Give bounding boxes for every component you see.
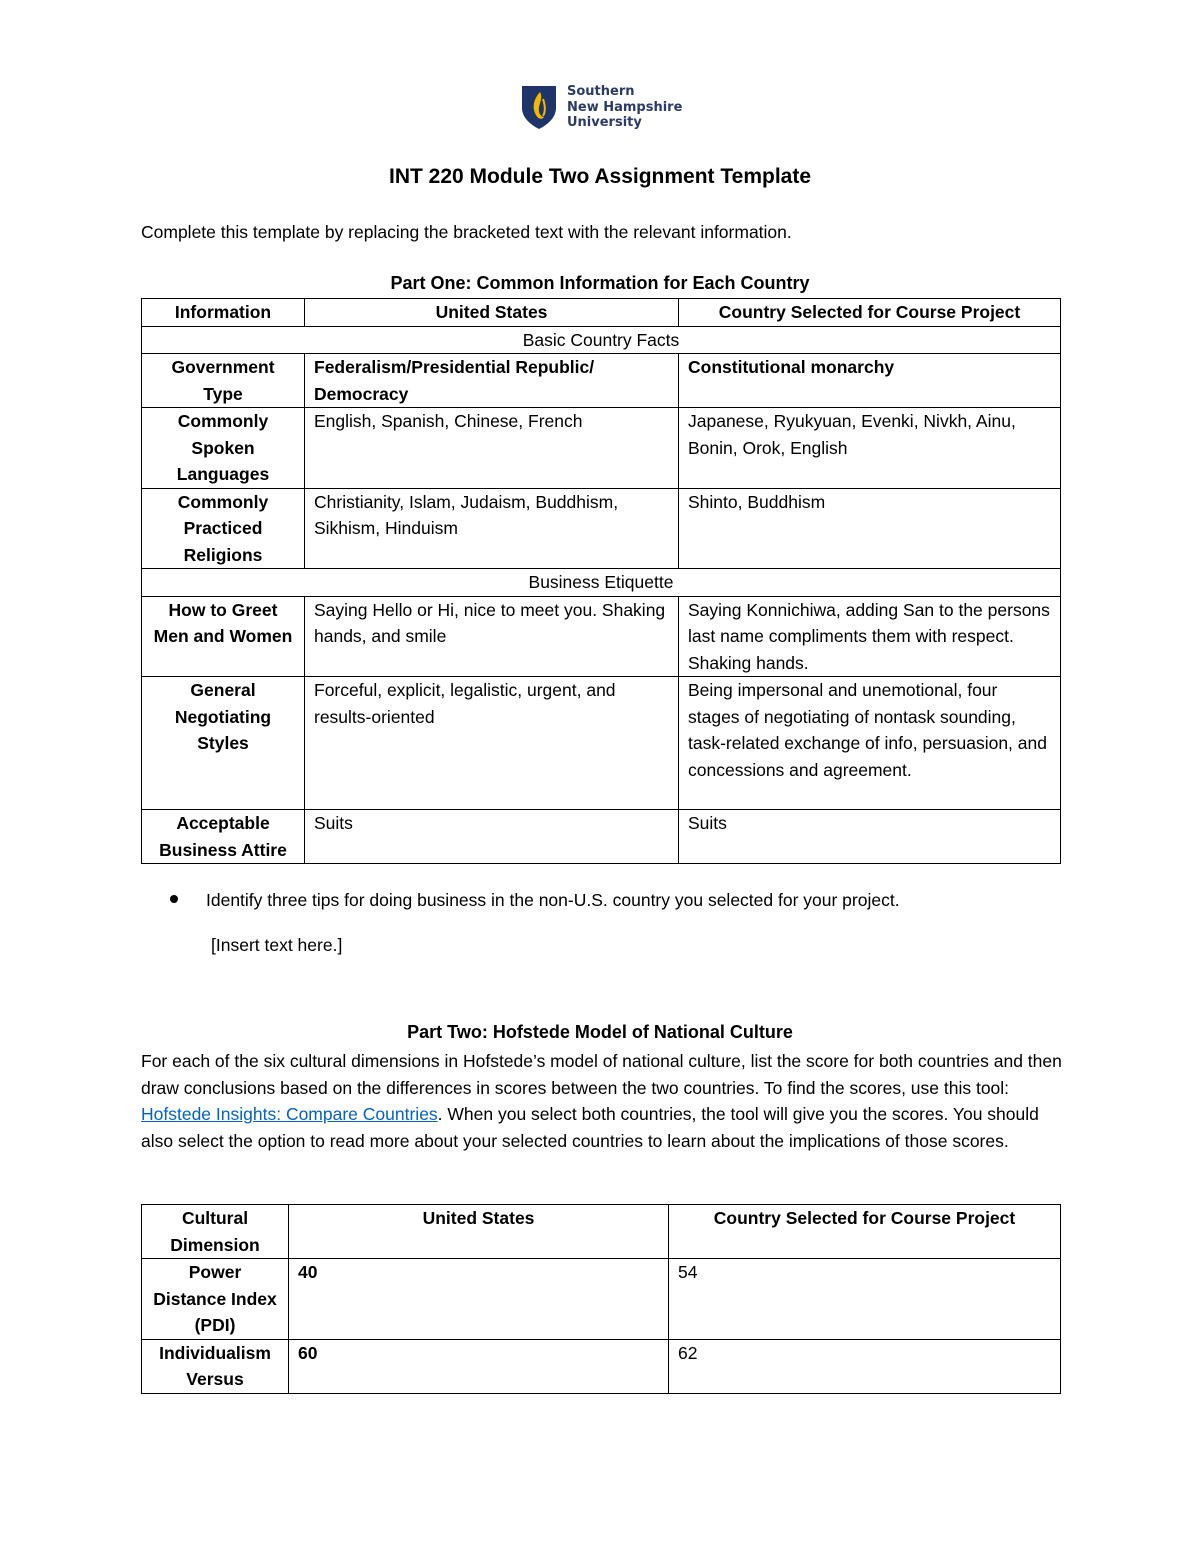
- table-header-row: [142, 299, 1061, 327]
- intro-text: Complete this template by replacing the bracketed text with the relevant information.: [141, 222, 792, 242]
- row-label: General Negotiating Styles: [142, 677, 305, 810]
- cell-other: Shinto, Buddhism: [679, 488, 1061, 569]
- row-label: Individualism Versus: [142, 1339, 289, 1393]
- instructions-text-before: For each of the six cultural dimensions in Hofstede’s model of national culture, list the score for both countries and then draw conclusions based on the differences in scores between the two countries. To find the scores, use this tool:: [141, 1051, 1062, 1098]
- bullet-icon: [170, 895, 178, 903]
- part-two-instructions: [141, 1048, 1066, 1154]
- table-row: [142, 408, 1061, 489]
- cell-other: 54: [669, 1259, 1061, 1340]
- cell-other: 62: [669, 1339, 1061, 1393]
- cell-other: Constitutional monarchy: [679, 354, 1061, 408]
- insert-text-placeholder[interactable]: [Insert text here.]: [211, 935, 343, 955]
- table-header-row: [142, 1205, 1061, 1259]
- cell-us: 60: [289, 1339, 669, 1393]
- part-one-table: [141, 298, 1061, 864]
- table-row: [142, 488, 1061, 569]
- row-label: How to Greet Men and Women: [142, 596, 305, 677]
- cell-other: Saying Konnichiwa, adding San to the persons last name compliments them with respect. Shaking hands.: [679, 596, 1061, 677]
- row-label: Government Type: [142, 354, 305, 408]
- table-row: [142, 354, 1061, 408]
- row-label: Commonly Spoken Languages: [142, 408, 305, 489]
- hofstede-compare-link[interactable]: Hofstede Insights: Compare Countries: [141, 1104, 438, 1124]
- header-cultural-dimension: Cultural Dimension: [142, 1205, 289, 1259]
- section-business-etiquette: Business Etiquette: [142, 569, 1061, 597]
- part-two-table: [141, 1204, 1061, 1394]
- bullet-text: Identify three tips for doing business in the non-U.S. country you selected for your project.: [206, 890, 900, 910]
- header-united-states: United States: [305, 299, 679, 327]
- cell-us: Suits: [305, 810, 679, 864]
- header-selected-country: Country Selected for Course Project: [679, 299, 1061, 327]
- logo-line-2: New Hampshire: [567, 99, 683, 115]
- cell-us: Forceful, explicit, legalistic, urgent, and results-oriented: [305, 677, 679, 810]
- cell-us: Christianity, Islam, Judaism, Buddhism, Sikhism, Hinduism: [305, 488, 679, 569]
- cell-us: Federalism/Presidential Republic/ Democracy: [305, 354, 679, 408]
- document-title: INT 220 Module Two Assignment Template: [389, 165, 811, 188]
- table-row: [142, 1259, 1061, 1340]
- cell-other: Being impersonal and unemotional, four stages of negotiating of nontask sounding, task-related exchange of info, persuasion, and concessions and agreement.: [679, 677, 1061, 810]
- header-information: Information: [142, 299, 305, 327]
- bullet-item: [170, 890, 900, 911]
- row-label: Acceptable Business Attire: [142, 810, 305, 864]
- cell-us: 40: [289, 1259, 669, 1340]
- logo-line-3: University: [567, 115, 642, 130]
- shield-flame-icon: [520, 84, 558, 130]
- section-basic-country-facts: Basic Country Facts: [142, 326, 1061, 354]
- university-logo: [520, 84, 690, 134]
- logo-line-1: Southern: [567, 84, 635, 99]
- cell-us: English, Spanish, Chinese, French: [305, 408, 679, 489]
- part-one-title: Part One: Common Information for Each Country: [390, 273, 810, 293]
- table-row: [142, 596, 1061, 677]
- header-united-states: United States: [289, 1205, 669, 1259]
- table-row: [142, 1339, 1061, 1393]
- cell-other: Suits: [679, 810, 1061, 864]
- table-row: [142, 810, 1061, 864]
- table-row: [142, 677, 1061, 810]
- section-row: [142, 569, 1061, 597]
- part-two-title: Part Two: Hofstede Model of National Culture: [407, 1022, 793, 1042]
- section-row: [142, 326, 1061, 354]
- instructions-text-after: . When you select both countries, the tool will give you the scores. You should also select the option to read more about your selected countries to learn about the implications of those scores.: [141, 1104, 1039, 1151]
- cell-other: Japanese, Ryukyuan, Evenki, Nivkh, Ainu, Bonin, Orok, English: [679, 408, 1061, 489]
- logo-wordmark: [567, 84, 682, 131]
- row-label: Commonly Practiced Religions: [142, 488, 305, 569]
- row-label: Power Distance Index (PDI): [142, 1259, 289, 1340]
- cell-us: Saying Hello or Hi, nice to meet you. Shaking hands, and smile: [305, 596, 679, 677]
- header-selected-country: Country Selected for Course Project: [669, 1205, 1061, 1259]
